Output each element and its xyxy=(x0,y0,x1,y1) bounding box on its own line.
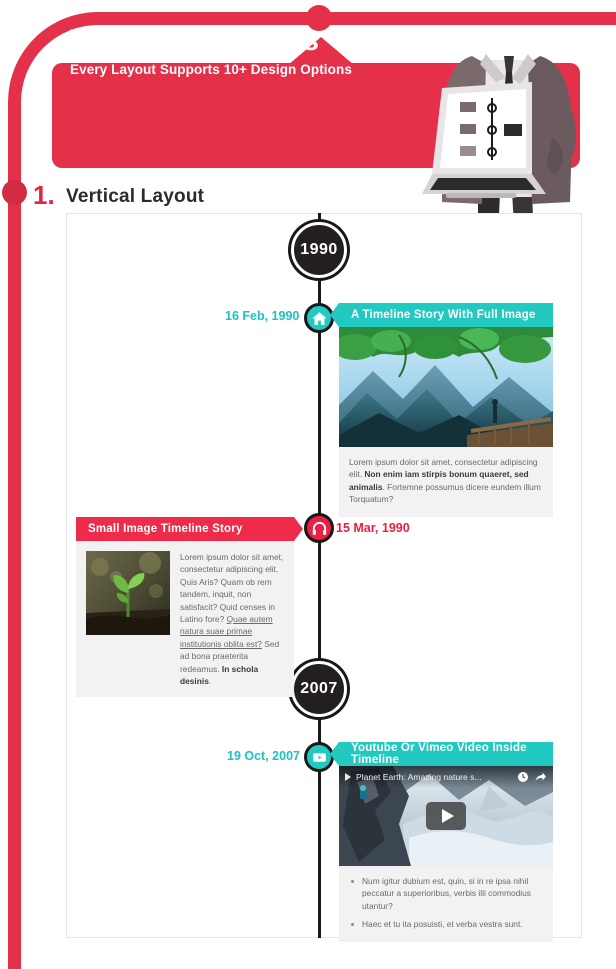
card-text xyxy=(349,456,543,506)
card-pointer xyxy=(330,742,339,766)
timeline-marker-headphones[interactable] xyxy=(304,513,334,543)
card-body xyxy=(339,866,553,942)
video-player[interactable] xyxy=(339,766,553,866)
card-body xyxy=(339,447,553,517)
card-text-lead: Lorem ipsum dolor sit amet, consectetur adipiscing elit. xyxy=(349,457,538,480)
page-title: Vertical Layout xyxy=(66,186,205,207)
card-body xyxy=(76,541,294,697)
year-badge xyxy=(291,222,347,278)
card-header xyxy=(76,517,294,541)
card-image xyxy=(339,327,553,447)
video-title: Planet Earth: Amazing nature s... xyxy=(356,772,482,782)
card-header xyxy=(339,742,553,766)
card-title: A Timeline Story With Full Image xyxy=(351,309,536,321)
entry-date: 15 Mar, 1990 xyxy=(336,521,410,535)
list-item: Num igitur dubium est, quin, si in re ipsa nihil peccatur a superioribus, verbis illi commodius utantur? xyxy=(349,875,543,912)
headphones-icon xyxy=(311,520,328,537)
video-top-bar xyxy=(339,766,553,788)
banner-subtitle: Every Layout Supports 10+ Design Options xyxy=(70,62,352,77)
card-text-tail: . Fortemne possumus dicere eundem illum Torquatum? xyxy=(349,481,541,505)
card-bullet-list xyxy=(349,875,543,931)
year-badge xyxy=(291,661,347,717)
card-header xyxy=(339,303,553,327)
share-icon[interactable] xyxy=(534,771,547,783)
watch-later-icon[interactable] xyxy=(517,771,529,783)
video-play-icon xyxy=(311,749,328,766)
timeline-card[interactable] xyxy=(339,303,553,517)
year-badge-label: 1990 xyxy=(300,241,338,258)
play-small-icon xyxy=(345,773,351,781)
timeline-card[interactable] xyxy=(339,742,553,942)
card-text xyxy=(180,551,284,687)
card-text-column xyxy=(180,551,284,687)
rail-left-line xyxy=(8,100,21,969)
card-text-bold: In schola desinis xyxy=(180,663,259,687)
section-number: 1. xyxy=(33,180,55,210)
play-triangle-icon xyxy=(442,809,454,823)
timeline-card[interactable] xyxy=(76,517,294,697)
card-pointer xyxy=(330,303,339,327)
card-pointer xyxy=(294,517,303,541)
card-title: Small Image Timeline Story xyxy=(88,523,243,535)
year-badge-label: 2007 xyxy=(300,680,338,697)
rail-left-dot xyxy=(2,180,27,205)
entry-date: 19 Oct, 2007 xyxy=(227,749,300,763)
banner-title: Timeline Layouts xyxy=(70,24,320,57)
card-text-bold: Non enim iam stirpis bonum quaeret, sed animalis xyxy=(349,469,529,492)
entry-date: 16 Feb, 1990 xyxy=(225,309,300,323)
card-title: Youtube Or Vimeo Video Inside Timeline xyxy=(351,742,527,766)
list-item: Haec et tu ita posuisti, et verba vestra sunt. xyxy=(349,918,543,930)
play-button[interactable] xyxy=(426,802,466,830)
card-text-mid: Sed ad bona praeterita redeamus. xyxy=(180,638,280,674)
card-thumbnail xyxy=(86,551,170,635)
card-text-tail: . xyxy=(208,676,212,687)
home-icon xyxy=(311,310,328,327)
card-text-lead: Lorem ipsum dolor sit amet, consectetur adipiscing elit. Quis Aris? Quam ob rem tandem, inquit, non satisfacit? Quid censes in Latino fore? xyxy=(180,552,284,625)
card-text-underline: Quae autem natura suae primae institutionis oblita est? xyxy=(180,614,273,649)
